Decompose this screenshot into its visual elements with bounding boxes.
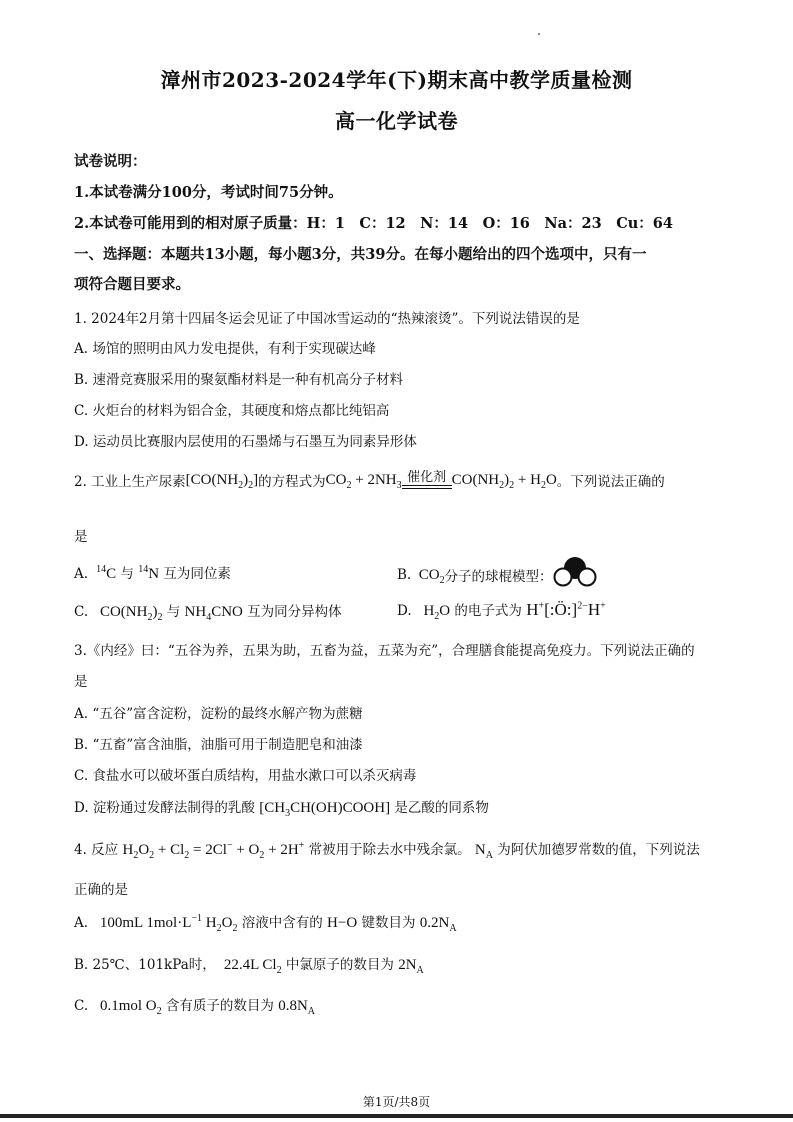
- q4-stem-a: 4. 反应: [74, 842, 119, 858]
- scan-dot: [538, 33, 540, 35]
- q1-option-d: D. 运动员比赛服内层使用的石墨烯与石墨互为同素异形体: [74, 434, 417, 450]
- q4-stem-b: 常被用于除去水中残余氯。: [308, 842, 471, 858]
- q2-option-a: [74, 562, 231, 583]
- q2-b-co2: $CO_2$: [411, 566, 445, 586]
- q2-a-mid: 与: [120, 566, 134, 582]
- q4-c-prefix: C.: [74, 998, 89, 1014]
- q4-a-solution: 100mL $1mol\cdot L^{-1}$ $H_2O_2$: [92, 913, 238, 934]
- q3-stem: 3.《内经》曰：“五谷为养，五果为助，五畜为益，五菜为充”，合理膳食能提高免疫力。下列说法正确的: [74, 643, 695, 659]
- q3-d-text-a: D. 淀粉通过发酵法制得的乳酸: [74, 800, 255, 816]
- q3-option-d: [74, 796, 489, 817]
- q2-c-prefix: C.: [74, 604, 89, 620]
- q2-stem-a: 2. 工业上生产尿素: [74, 474, 186, 490]
- q3-stem-end: 是: [74, 674, 88, 690]
- q4-option-b: [74, 953, 424, 974]
- q4-b-mid: 中氯原子的数目为: [285, 957, 394, 973]
- q4-a-prefix: A.: [74, 915, 89, 931]
- q2-reactants: $CO_2 + 2NH_3$: [325, 471, 402, 491]
- footer-rule: [0, 1114, 793, 1118]
- exam-subtitle: 高一化学试卷: [335, 109, 458, 133]
- q2-urea-formula: $[CO(NH_2)_2]$: [185, 471, 259, 491]
- section1-heading-line1: 一、选择题：本题共13小题，每小题3分，共39分。在每小题给出的四个选项中，只有一: [74, 246, 647, 263]
- q4-option-c: [74, 994, 315, 1015]
- q2-equals-sign: [402, 485, 452, 489]
- q4-reaction: $H_2O_2 + Cl_2 = 2Cl^- + O_2 + 2H^+$: [122, 840, 305, 861]
- q4-stem: [74, 838, 700, 859]
- q2-stem-c: 。下列说法正确的: [556, 474, 665, 490]
- q3-d-text-b: 是乙酸的同系物: [394, 800, 489, 816]
- q2-catalyst-arrow: [402, 471, 452, 489]
- q2-a-suffix: 互为同位素: [163, 566, 231, 582]
- q4-c-value: $0.8N_A$: [278, 998, 316, 1017]
- q2-c-mid: 与: [166, 604, 181, 620]
- q2-a-prefix: A.: [74, 566, 89, 582]
- q4-a-value: $0.2N_A$: [419, 915, 457, 934]
- exam-title: 漳州市2023-2024学年(下)期末高中教学质量检测: [160, 68, 633, 92]
- q4-b-volume: 22.4L $Cl_2$: [220, 957, 282, 976]
- q4-a-bond: H−O: [327, 915, 358, 931]
- q2-d-electron-formula: H+[:Ö:]$^{2-}$H+: [526, 600, 606, 619]
- q4-c-amount: 0.1mol $O_2$: [92, 998, 162, 1017]
- q2-stem: [74, 470, 665, 490]
- section1-heading-line2: 项符合题目要求。: [74, 276, 190, 293]
- q1-option-b: B. 速滑竞赛服采用的聚氨酯材料是一种有机高分子材料: [74, 372, 404, 388]
- q2-option-d: [397, 599, 606, 620]
- q2-b-prefix: B.: [397, 567, 412, 583]
- q2-option-b: [397, 562, 597, 588]
- q4-stem-end: 正确的是: [74, 882, 128, 898]
- q4-b-value: $2N_A$: [398, 957, 424, 976]
- q2-a-c14: $^{14}$C: [96, 564, 117, 582]
- instruction-1: 1.本试卷满分100分，考试时间75分钟。: [74, 184, 343, 201]
- q4-a-mid2: 键数目为: [361, 915, 416, 931]
- q2-d-suffix: 的电子式为: [454, 603, 522, 619]
- instructions-label: 试卷说明：: [74, 153, 147, 170]
- q4-a-mid: 溶液中含有的: [241, 915, 323, 931]
- q2-d-h2o: $H_2O$: [415, 603, 451, 622]
- q4-stem-c: 为阿伏加德罗常数的值，下列说法: [497, 842, 700, 858]
- q2-c-suffix: 互为同分异构体: [247, 604, 342, 620]
- q2-c-urea: $CO(NH_2)_2$: [92, 604, 163, 623]
- q4-c-mid: 含有质子的数目为: [165, 998, 274, 1014]
- q3-option-a: A. “五谷”富含淀粉，淀粉的最终水解产物为蔗糖: [74, 706, 363, 722]
- q1-option-a: A. 场馆的照明由风力发电提供，有利于实现碳达峰: [74, 341, 376, 357]
- q3-option-b: B. “五畜”富含油脂，油脂可用于制造肥皂和油漆: [74, 737, 363, 753]
- q2-c-nh4cno: $NH_4CNO$: [184, 604, 243, 623]
- q4-na-symbol: $N_A$: [474, 842, 493, 861]
- q2-stem-end: 是: [74, 529, 88, 545]
- q2-products: $CO(NH_2)_2 + H_2O$: [451, 471, 557, 491]
- q1-option-c: C. 火炬台的材料为铝合金，其硬度和熔点都比纯铝高: [74, 403, 390, 419]
- q4-b-prefix: B. 25℃、101kPa时，: [74, 957, 216, 973]
- q2-stem-b: 的方程式为: [258, 474, 326, 490]
- page-number: 第1页/共8页: [362, 1095, 431, 1109]
- q3-d-lactic-acid: $[CH_3CH(OH)COOH]$: [259, 800, 391, 819]
- q2-d-prefix: D.: [397, 603, 412, 619]
- q4-option-a: [74, 911, 457, 932]
- instruction-2: 2.本试卷可能用到的相对原子质量：H：1 C：12 N：14 O：16 Na：23 Cu：64: [74, 215, 673, 232]
- co2-ball-stick-model: [553, 556, 597, 588]
- q2-b-suffix: 分子的球棍模型：: [444, 569, 553, 585]
- q2-a-n14: $^{14}$N: [138, 564, 160, 582]
- q1-stem: 1. 2024年2月第十四届冬运会见证了中国冰雪运动的“热辣滚烫”。下列说法错误的是: [74, 311, 580, 327]
- q2-option-c: [74, 600, 342, 621]
- q2-catalyst-label: 催化剂: [407, 470, 447, 485]
- q3-option-c: C. 食盐水可以破坏蛋白质结构，用盐水漱口可以杀灭病毒: [74, 768, 417, 784]
